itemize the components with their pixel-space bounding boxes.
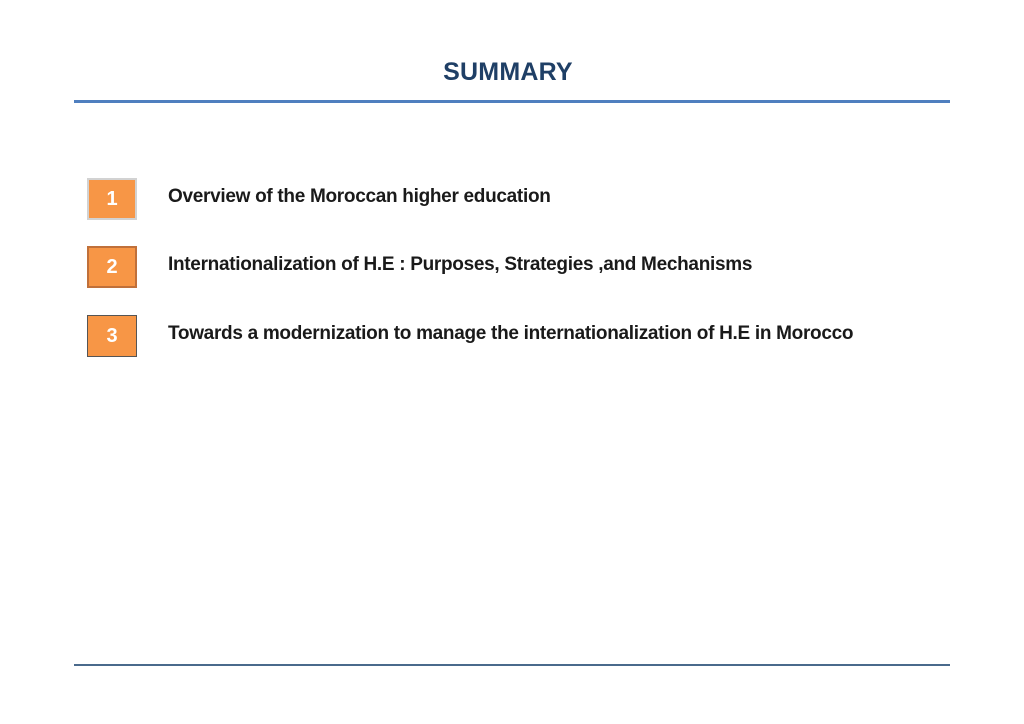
- summary-item-1: [87, 178, 967, 222]
- summary-item-2: [87, 246, 967, 290]
- item-label: Internationalization of H.E : Purposes, Strategies ,and Mechanisms: [168, 254, 753, 275]
- item-label: Towards a modernization to manage the internationalization of H.E in Morocco: [168, 323, 854, 344]
- item-label: Overview of the Moroccan higher education: [168, 186, 551, 207]
- page-title: SUMMARY: [443, 58, 573, 86]
- item-number-badge: 3: [87, 315, 137, 357]
- top-divider: [74, 100, 950, 103]
- item-number-badge: 1: [87, 178, 137, 220]
- summary-item-3: [87, 315, 967, 359]
- item-number-badge: 2: [87, 246, 137, 288]
- bottom-divider: [74, 664, 950, 666]
